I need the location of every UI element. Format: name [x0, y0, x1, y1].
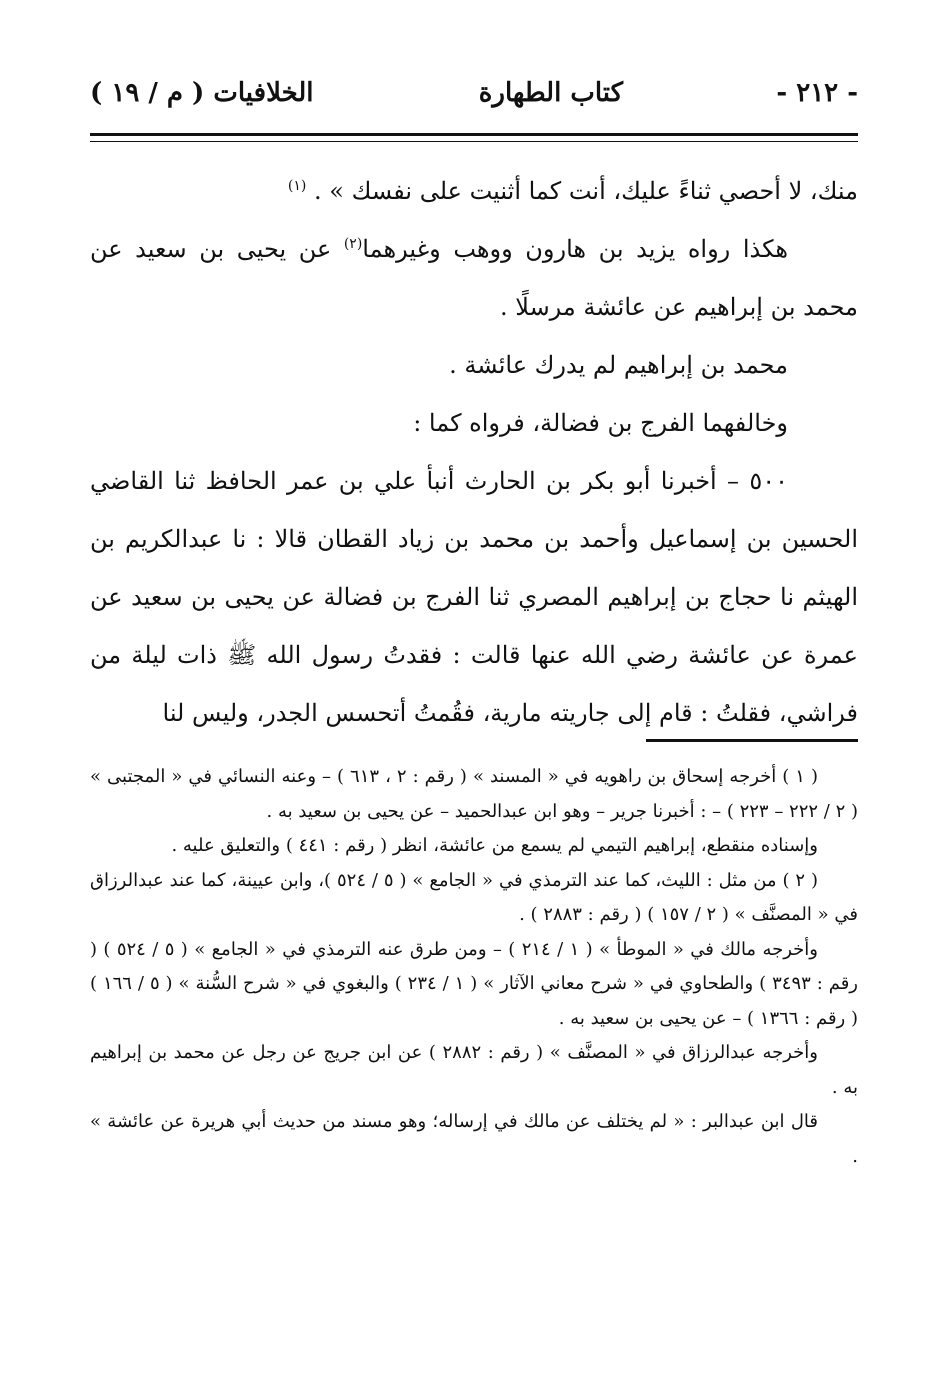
text-line: منك، لا أحصي ثناءً عليك، أنت كما أثنيت على نفسك » . — [314, 177, 858, 205]
footnote: قال ابن عبدالبر : « لم يختلف عن مالك في إرساله؛ وهو مسند من حديث أبي هريرة عن عائشة » . — [90, 1111, 858, 1167]
footnote: ( ٢ ) من مثل : الليث، كما عند الترمذي في « الجامع » ( ٥ / ٥٢٤ )، وابن عيينة، كما عند عبدالرزاق في « المصنَّف » ( ٢ / ١٥٧ ) ( رقم : ٢٨٨٣ ) . — [90, 869, 858, 925]
running-header — [90, 78, 858, 118]
paragraph: محمد بن إبراهيم لم يدرك عائشة . — [449, 351, 788, 379]
footnote: وأخرجه مالك في « الموطأ » ( ١ / ٢١٤ ) – ومن طرق عنه الترمذي في « الجامع » ( ٥ / ٥٢٤ ) ( رقم : ٣٤٩٣ ) والطحاوي في « شرح معاني الآثار » ( ١ / ٢٣٤ ) والبغوي في « شرح السُّنة » ( ٥ / ١٦٦ ) ( رقم : ١٣٦٦ ) – عن يحيى بن سعيد به . — [90, 938, 858, 1029]
paragraph — [90, 162, 858, 220]
footnote: ( ١ ) أخرجه إسحاق بن راهويه في « المسند » ( رقم : ٢ ، ٦١٣ ) – وعنه النسائي في « المجتبى » ( ٢ / ٢٢٢ – ٢٢٣ ) – : أخبرنا جرير – وهو ابن عبدالحميد – عن يحيى بن سعيد به . — [90, 766, 858, 822]
footnote: وإسناده منقطع، إبراهيم التيمي لم يسمع من عائشة، انظر ( رقم : ٤٤١ ) والتعليق عليه . — [171, 835, 818, 856]
paragraph — [90, 220, 858, 336]
text-span: هكذا رواه يزيد بن هارون ووهب وغيرهما — [362, 235, 788, 263]
paragraph: وخالفهما الفرج بن فضالة، فرواه كما : — [413, 409, 788, 437]
footnote-ref: (٢) — [343, 236, 363, 252]
header-rule-thin — [90, 141, 858, 142]
text-span: عن يحيى بن سعيد عن محمد بن إبراهيم عن عائشة مرسلًا . — [90, 235, 858, 321]
main-text — [90, 162, 858, 742]
header-rule — [90, 133, 858, 136]
book-page — [90, 0, 858, 1385]
hadith-paragraph: ٥٠٠ – أخبرنا أبو بكر بن الحارث أنبأ علي بن عمر الحافظ ثنا القاضي الحسين بن إسماعيل وأحمد بن محمد بن زياد القطان قالا : نا عبدالكريم بن الهيثم نا حجاج بن إبراهيم المصري ثنا الفرج بن فضالة عن يحيى بن سعيد عن عمرة عن عائشة رضي الله عنها قالت : فقدتُ رسول الله ﷺ ذات ليلة من فراشي، فقلتُ : قام إلى جاريته مارية، فقُمتُ أتحسس الجدر، وليس لنا — [90, 467, 858, 727]
book-title: كتاب الطهارة — [478, 78, 623, 108]
volume-label: الخلافيات ( م / ١٩ ) — [90, 78, 314, 108]
page-number: - ٢١٢ - — [776, 78, 858, 108]
footnote: وأخرجه عبدالرزاق في « المصنَّف » ( رقم : ٢٨٨٢ ) عن ابن جريج عن رجل عن محمد بن إبراهيم به . — [90, 1042, 858, 1098]
footnote-separator — [646, 739, 858, 742]
footnotes — [90, 760, 858, 1174]
footnote-ref: (١) — [287, 178, 307, 194]
